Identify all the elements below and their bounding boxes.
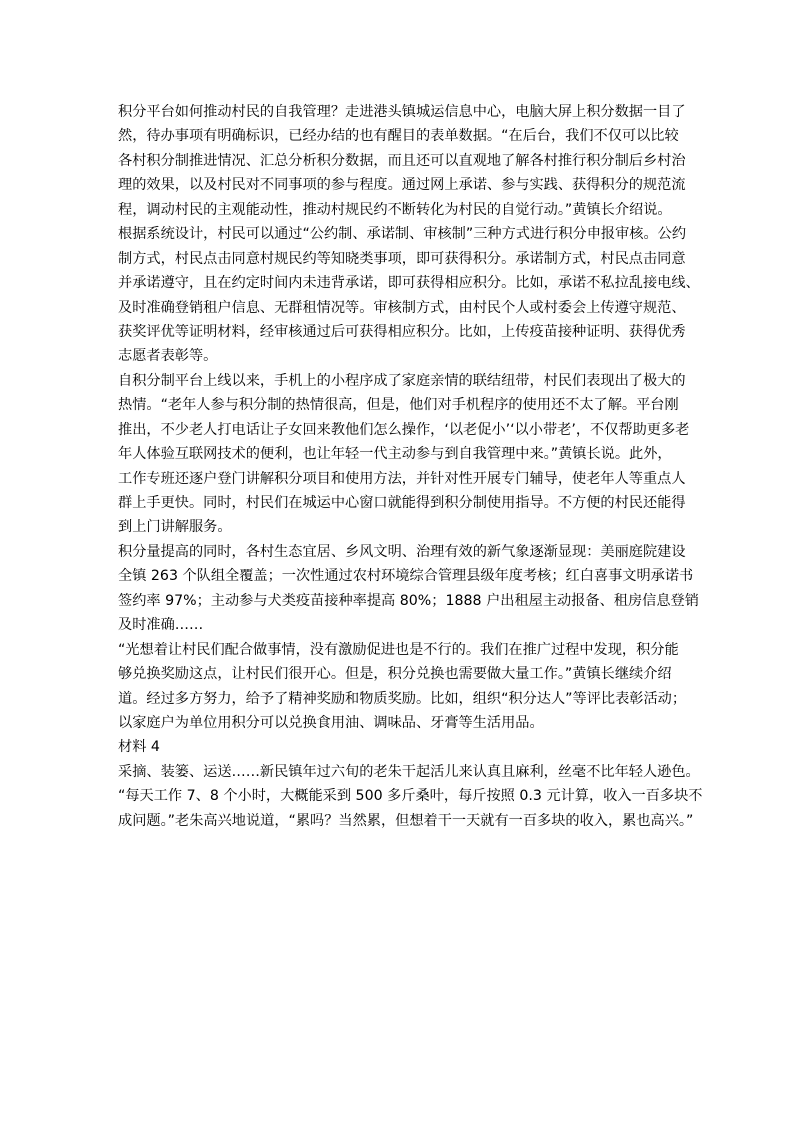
text-line: 及时准确登销租户信息、无群租情况等。审核制方式，由村民个人或村委会上传遵守规范、: [118, 299, 686, 316]
text-line: 积分量提高的同时，各村生态宜居、乡风文明、治理有效的新气象逐渐显现：美丽庭院建设: [118, 543, 686, 560]
section-heading: 材料 4: [118, 739, 160, 756]
text-line: 年人体验互联网技术的便利，也让年轻一代主动参与到自我管理中来。”黄镇长说。此外，: [118, 446, 672, 463]
text-line: 签约率 97%；主动参与犬类疫苗接种率提高 80%；1888 户出租屋主动报备、租房信息登销: [118, 592, 699, 609]
text-line: 并承诺遵守，且在约定时间内未违背承诺，即可获得相应积分。比如，承诺不私拉乱接电线、: [118, 275, 700, 292]
text-line: 成问题。”老朱高兴地说道，“累吗？当然累，但想着干一天就有一百多块的收入，累也高兴。”: [118, 812, 694, 829]
text-line: 积分平台如何推动村民的自我管理？走进港头镇城运信息中心，电脑大屏上积分数据一目了: [118, 104, 686, 120]
text-line: 推出，不少老人打电话让子女回来教他们怎么操作，‘以老促小’‘以小带老’，不仅帮助更多老: [118, 421, 690, 438]
text-line: 到上门讲解服务。: [118, 519, 232, 536]
text-line: 采摘、装篓、运送……新民镇年过六旬的老朱干起活儿来认真且麻利，丝毫不比年轻人逊色。: [118, 763, 700, 780]
text-line: “每天工作 7、8 个小时，大概能采到 500 多斤桑叶，每斤按照 0.3 元计算，收入一百多块不: [118, 788, 703, 805]
text-line: 工作专班还逐户登门讲解积分项目和使用方法，并针对性开展专门辅导，使老年人等重点人: [118, 470, 686, 487]
text-line: 各村积分制推进情况、汇总分析积分数据，而且还可以直观地了解各村推行积分制后乡村治: [118, 152, 686, 169]
text-line: 热情。“老年人参与积分制的热情很高，但是，他们对手机程序的使用还不太了解。平台刚: [118, 397, 679, 414]
text-line: 制方式，村民点击同意村规民约等知晓类事项，即可获得积分。承诺制方式，村民点击同意: [118, 250, 686, 267]
text-line: 根据系统设计，村民可以通过“公约制、承诺制、审核制”三种方式进行积分申报审核。公约: [118, 226, 687, 243]
text-line: 理的效果，以及村民对不同事项的参与程度。通过网上承诺、参与实践、获得积分的规范流: [118, 177, 686, 194]
text-line: 志愿者表彰等。: [118, 348, 218, 365]
text-line: 获奖评优等证明材料，经审核通过后可获得相应积分。比如，上传疫苗接种证明、获得优秀: [118, 323, 686, 340]
text-line: 全镇 263 个队组全覆盖；一次性通过农村环境综合管理县级年度考核；红白喜事文明承诺书: [118, 568, 694, 585]
text-line: “光想着让村民们配合做事情，没有激励促进也是不行的。我们在推广过程中发现，积分能: [118, 641, 679, 658]
text-line: 道。经过多方努力，给予了精神奖励和物质奖励。比如，组织“积分达人”等评比表彰活动；: [118, 690, 687, 707]
text-line: 够兑换奖励这点，让村民们很开心。但是，积分兑换也需要做大量工作。”黄镇长继续介绍: [118, 666, 672, 683]
text-line: 自积分制平台上线以来，手机上的小程序成了家庭亲情的联结纽带，村民们表现出了极大的: [118, 372, 686, 389]
text-line: 群上手更快。同时，村民们在城运中心窗口就能得到积分制使用指导。不方便的村民还能得: [118, 495, 686, 511]
document-body: [118, 100, 718, 833]
text-line: 及时准确……: [118, 617, 204, 634]
text-line: 程，调动村民的主观能动性，推动村规民约不断转化为村民的自觉行动。”黄镇长介绍说。: [118, 201, 672, 218]
text-line: 以家庭户为单位用积分可以兑换食用油、调味品、牙膏等生活用品。: [118, 714, 544, 731]
text-line: 然，待办事项有明确标识，已经办结的也有醒目的表单数据。“在后台，我们不仅可以比较: [118, 128, 679, 145]
